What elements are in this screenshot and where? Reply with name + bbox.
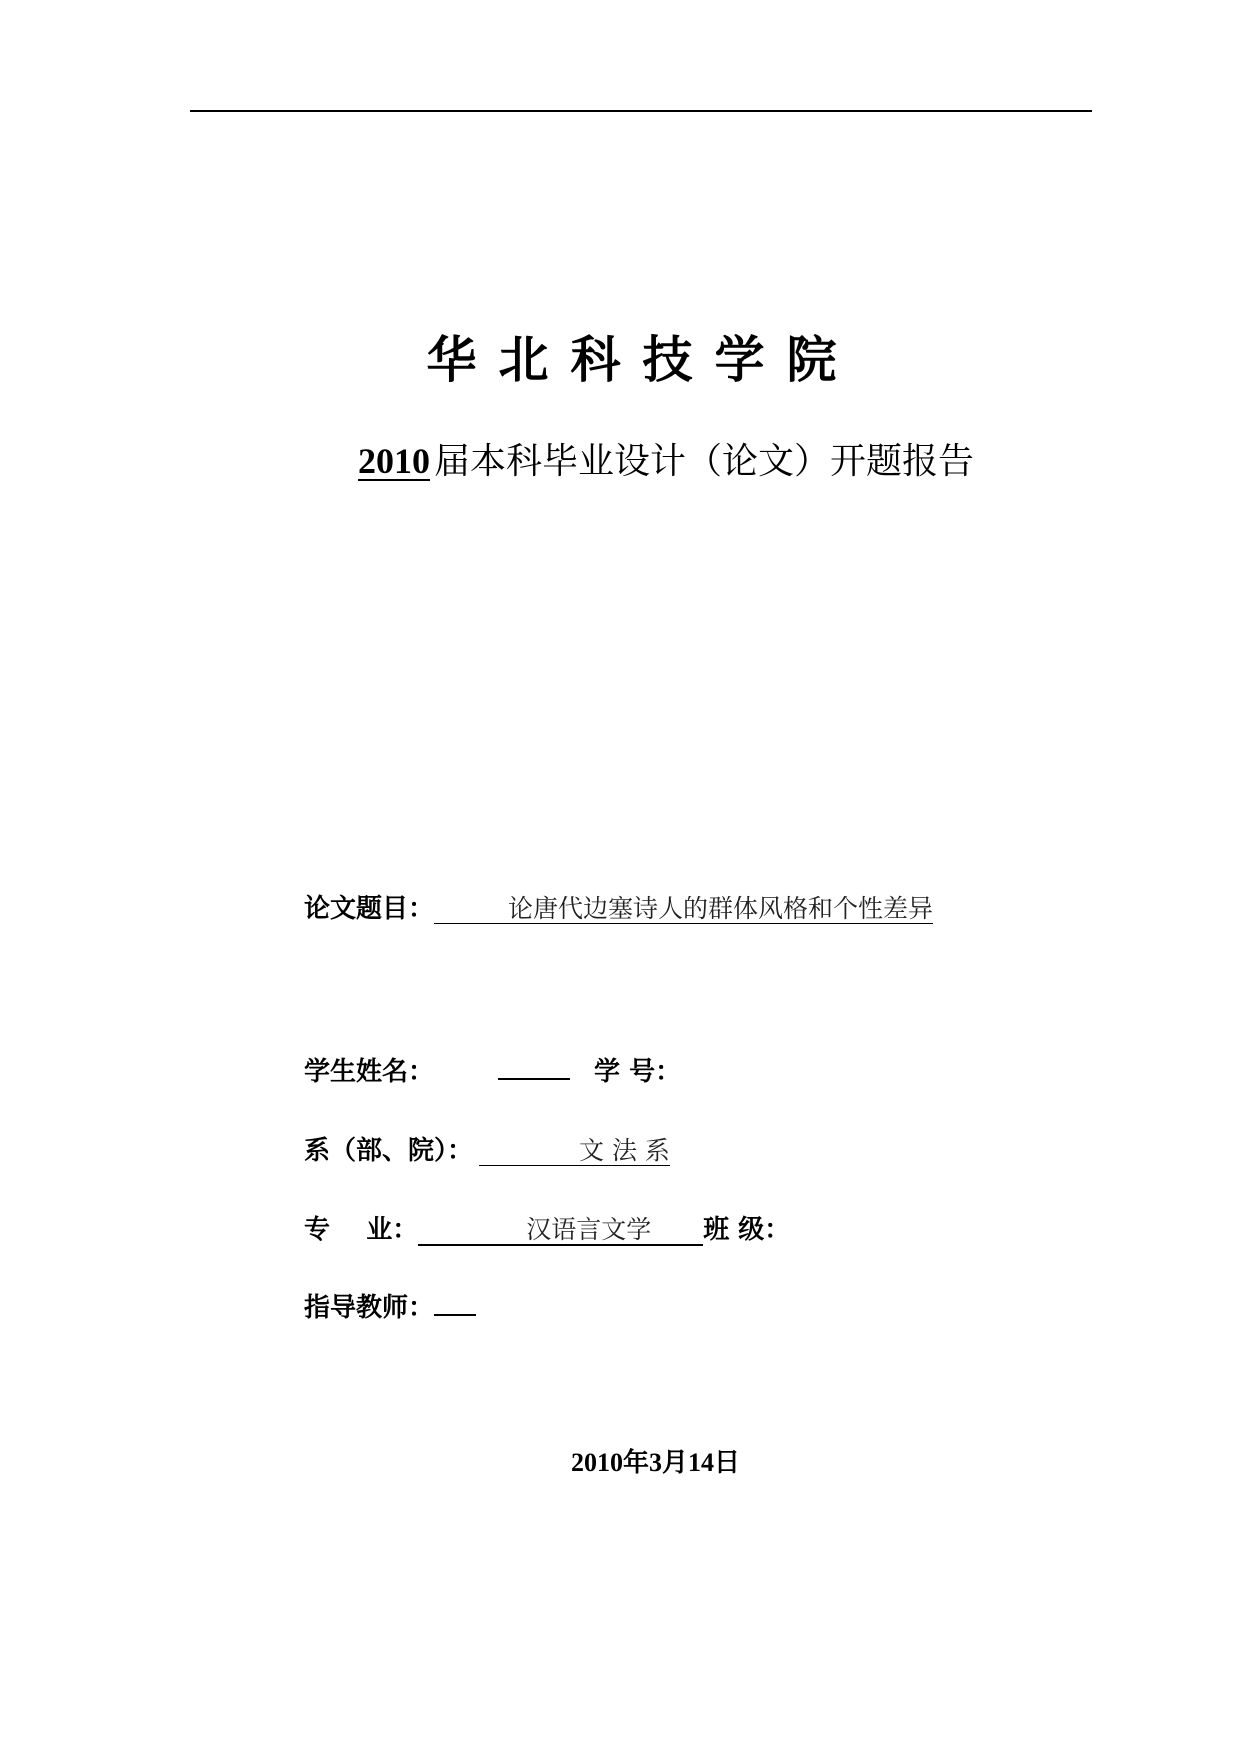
department-value: 文 法 系 [579, 1136, 670, 1165]
student-name-field[interactable] [498, 1077, 570, 1080]
department-field[interactable] [479, 1138, 670, 1166]
class-label: 班 级： [703, 1215, 791, 1245]
topic-value: 论唐代边塞诗人的群体风格和个性差异 [508, 894, 934, 923]
report-title: 届本科毕业设计（论文）开题报告 [434, 441, 975, 482]
advisor-label: 指导教师： [304, 1293, 435, 1323]
student-id-label: 学 号： [594, 1057, 682, 1087]
student-name-label: 学生姓名： [304, 1057, 435, 1087]
topic-row [304, 896, 933, 924]
advisor-row [304, 1295, 476, 1321]
header-rule [190, 110, 1092, 112]
major-field[interactable] [418, 1217, 703, 1246]
report-year: 2010 [358, 441, 430, 481]
institution-title: 华北科技学院 [426, 331, 859, 389]
report-subtitle [350, 443, 974, 480]
topic-label: 论文题目： [304, 894, 435, 924]
major-row [304, 1217, 790, 1246]
topic-field[interactable] [434, 896, 933, 924]
advisor-field[interactable] [434, 1313, 476, 1316]
student-row [304, 1059, 681, 1085]
report-date: 2010年3月14日 [570, 1448, 740, 1477]
major-label: 专 业： [304, 1215, 419, 1245]
major-value: 汉语言文学 [526, 1215, 652, 1244]
department-label: 系（部、院）： [304, 1136, 474, 1166]
department-row [304, 1138, 670, 1166]
